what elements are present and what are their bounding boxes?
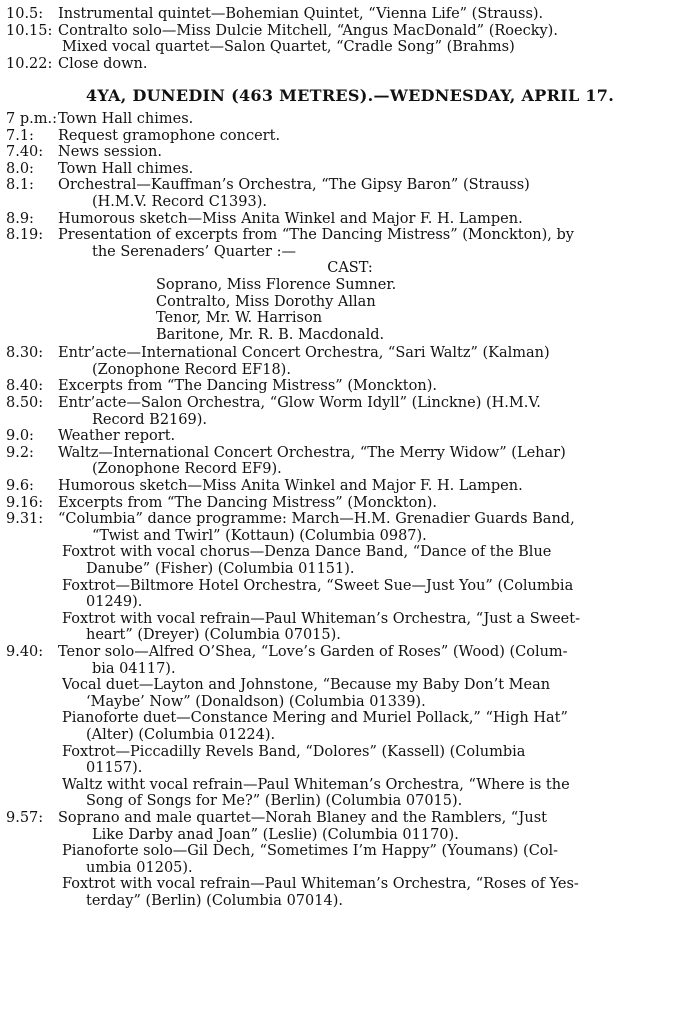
programme-entry	[6, 6, 694, 23]
entry-time: 8.30:	[6, 345, 44, 362]
entry-line: “Twist and Twirl” (Kottaun) (Columbia 0987).	[92, 527, 427, 544]
programme-entry	[6, 177, 694, 210]
entry-line: Pianoforte duet—Constance Mering and Muriel Pollack,” “High Hat”	[62, 710, 568, 727]
programme-entry	[6, 23, 694, 56]
entry-line: Soprano and male quartet—Norah Blaney and the Ramblers, “Just	[58, 809, 547, 826]
entry-line: (Zonophone Record EF18).	[92, 361, 291, 378]
entry-line: Danube” (Fisher) (Columbia 01151).	[86, 561, 355, 577]
entry-line: 01157).	[86, 760, 143, 777]
entry-time: 7 p.m.:	[6, 110, 57, 127]
entry-time: 8.19:	[6, 227, 44, 244]
programme-entry	[6, 478, 694, 495]
entry-line: Mixed vocal quartet—Salon Quartet, “Cradle Song” (Brahms)	[62, 39, 515, 56]
entry-line: Humorous sketch—Miss Anita Winkel and Major F. H. Lampen.	[58, 210, 523, 227]
entry-line: Tenor solo—Alfred O’Shea, “Love’s Garden of Roses” (Wood) (Colum-	[58, 643, 568, 660]
entry-line: terday” (Berlin) (Columbia 07014).	[86, 892, 343, 909]
entry-line: heart” (Dreyer) (Columbia 07015).	[86, 627, 341, 644]
programme-subentry	[6, 544, 694, 577]
entry-time: 8.1:	[6, 177, 34, 194]
entry-line: “Columbia” dance programme: March—H.M. Grenadier Guards Band,	[58, 511, 575, 528]
entry-line: Weather report.	[58, 428, 176, 445]
entry-line: Presentation of excerpts from “The Dancing Mistress” (Monckton), by	[58, 227, 574, 244]
programme-subentry	[6, 777, 694, 810]
entry-line: Entr’acte—Salon Orchestra, “Glow Worm Idyll” (Linckne) (H.M.V.	[58, 395, 541, 412]
entry-line: Foxtrot—Biltmore Hotel Orchestra, “Sweet Sue—Just You” (Columbia	[62, 577, 574, 594]
programme-entry	[6, 644, 694, 677]
entry-time: 9.16:	[6, 494, 44, 511]
entry-line: ‘Maybe’ Now” (Donaldson) (Columbia 01339).	[86, 693, 426, 710]
entry-line: Instrumental quintet—Bohemian Quintet, “Vienna Life” (Strauss).	[58, 6, 544, 22]
entry-line: News session.	[58, 144, 162, 161]
entry-line: (H.M.V. Record C1393).	[92, 193, 267, 210]
entry-time: 8.40:	[6, 378, 44, 395]
entry-line: Contralto solo—Miss Dulcie Mitchell, “Angus MacDonald” (Roecky).	[58, 22, 558, 39]
programme-entry	[6, 56, 694, 73]
entry-line: Vocal duet—Layton and Johnstone, “Because my Baby Don’t Mean	[62, 677, 551, 694]
entry-line: Town Hall chimes.	[58, 110, 194, 127]
entry-line: Song of Songs for Me?” (Berlin) (Columbia 07015).	[86, 793, 463, 810]
programme-entry	[6, 111, 694, 128]
entry-time: 8.0:	[6, 160, 34, 177]
entry-line: Foxtrot with vocal chorus—Denza Dance Band, “Dance of the Blue	[62, 544, 552, 561]
programme-entry	[6, 378, 694, 395]
entry-line: Request gramophone concert.	[58, 127, 281, 144]
entry-line: Record B2169).	[92, 411, 207, 428]
entry-line: the Serenaders’ Quarter :—	[92, 243, 296, 260]
programme-subentry	[6, 677, 694, 710]
cast-list	[6, 277, 694, 343]
programme-subentry	[6, 744, 694, 777]
entry-time: 9.31:	[6, 511, 44, 528]
programme-entry	[6, 395, 694, 428]
entry-line: (Zonophone Record EF9).	[92, 461, 282, 478]
programme-subentry	[6, 843, 694, 876]
programme-entry	[6, 428, 694, 445]
entry-line: (Alter) (Columbia 01224).	[86, 726, 276, 743]
entry-time: 8.9:	[6, 210, 34, 227]
programme-subentry	[6, 578, 694, 611]
entry-time: 10.15:	[6, 22, 53, 39]
entry-line: Excerpts from “The Dancing Mistress” (Monckton).	[58, 378, 437, 395]
programme-entry	[6, 161, 694, 178]
entry-line: Close down.	[58, 55, 148, 72]
entry-time: 10.5:	[6, 6, 44, 22]
entry-line: Orchestral—Kauffman’s Orchestra, “The Gipsy Baron” (Strauss)	[58, 177, 530, 194]
cast-member: Soprano, Miss Florence Sumner.	[156, 276, 397, 293]
entry-line: Like Darby anad Joan” (Leslie) (Columbia 01170).	[92, 826, 459, 843]
programme-subentry	[6, 611, 694, 644]
entry-time: 7.1:	[6, 127, 34, 144]
cast-member: Tenor, Mr. W. Harrison	[156, 310, 323, 327]
entry-line: 01249).	[86, 594, 143, 611]
entry-time: 9.6:	[6, 478, 34, 495]
entry-line: Foxtrot with vocal refrain—Paul Whiteman’s Orchestra, “Just a Sweet-	[62, 610, 580, 627]
programme-subentry	[6, 710, 694, 743]
entry-time: 9.0:	[6, 428, 34, 445]
cast-member: Contralto, Miss Dorothy Allan	[156, 293, 376, 310]
entry-time: 9.40:	[6, 643, 44, 660]
programme-entry	[6, 144, 694, 161]
programme-entry	[6, 211, 694, 228]
entry-line: Entr’acte—International Concert Orchestra, “Sari Waltz” (Kalman)	[58, 345, 550, 362]
entry-line: bia 04117).	[92, 660, 176, 677]
programme-entry	[6, 511, 694, 544]
entry-line: Pianoforte solo—Gil Dech, “Sometimes I’m Happy” (Youmans) (Col-	[62, 843, 559, 860]
programme-entry	[6, 227, 694, 260]
entry-line: Town Hall chimes.	[58, 160, 194, 177]
entry-time: 8.50:	[6, 395, 44, 412]
entry-line: Excerpts from “The Dancing Mistress” (Monckton).	[58, 494, 437, 511]
entry-line: umbia 01205).	[86, 859, 193, 876]
entry-time: 7.40:	[6, 144, 44, 161]
entry-time: 10.22:	[6, 55, 53, 72]
programme-entry	[6, 810, 694, 843]
entry-line: Foxtrot—Piccadilly Revels Band, “Dolores” (Kassell) (Columbia	[62, 743, 526, 760]
entry-line: Waltz—International Concert Orchestra, “The Merry Widow” (Lehar)	[58, 444, 566, 461]
entry-line: Foxtrot with vocal refrain—Paul Whiteman’s Orchestra, “Roses of Yes-	[62, 876, 579, 893]
cast-member: Baritone, Mr. R. B. Macdonald.	[156, 326, 385, 343]
programme-subentry	[6, 876, 694, 909]
entry-line: Waltz witht vocal refrain—Paul Whiteman’s Orchestra, “Where is the	[62, 776, 570, 793]
entry-line: Humorous sketch—Miss Anita Winkel and Major F. H. Lampen.	[58, 478, 523, 495]
programme-entry	[6, 495, 694, 512]
entry-time: 9.2:	[6, 444, 34, 461]
entry-time: 9.57:	[6, 809, 44, 826]
section-title: 4YA, DUNEDIN (463 METRES).—WEDNESDAY, APRIL 17.	[85, 86, 615, 106]
programme-entry	[6, 445, 694, 478]
programme-entry	[6, 128, 694, 145]
cast-heading: CAST:	[327, 260, 373, 277]
programme-entry	[6, 345, 694, 378]
